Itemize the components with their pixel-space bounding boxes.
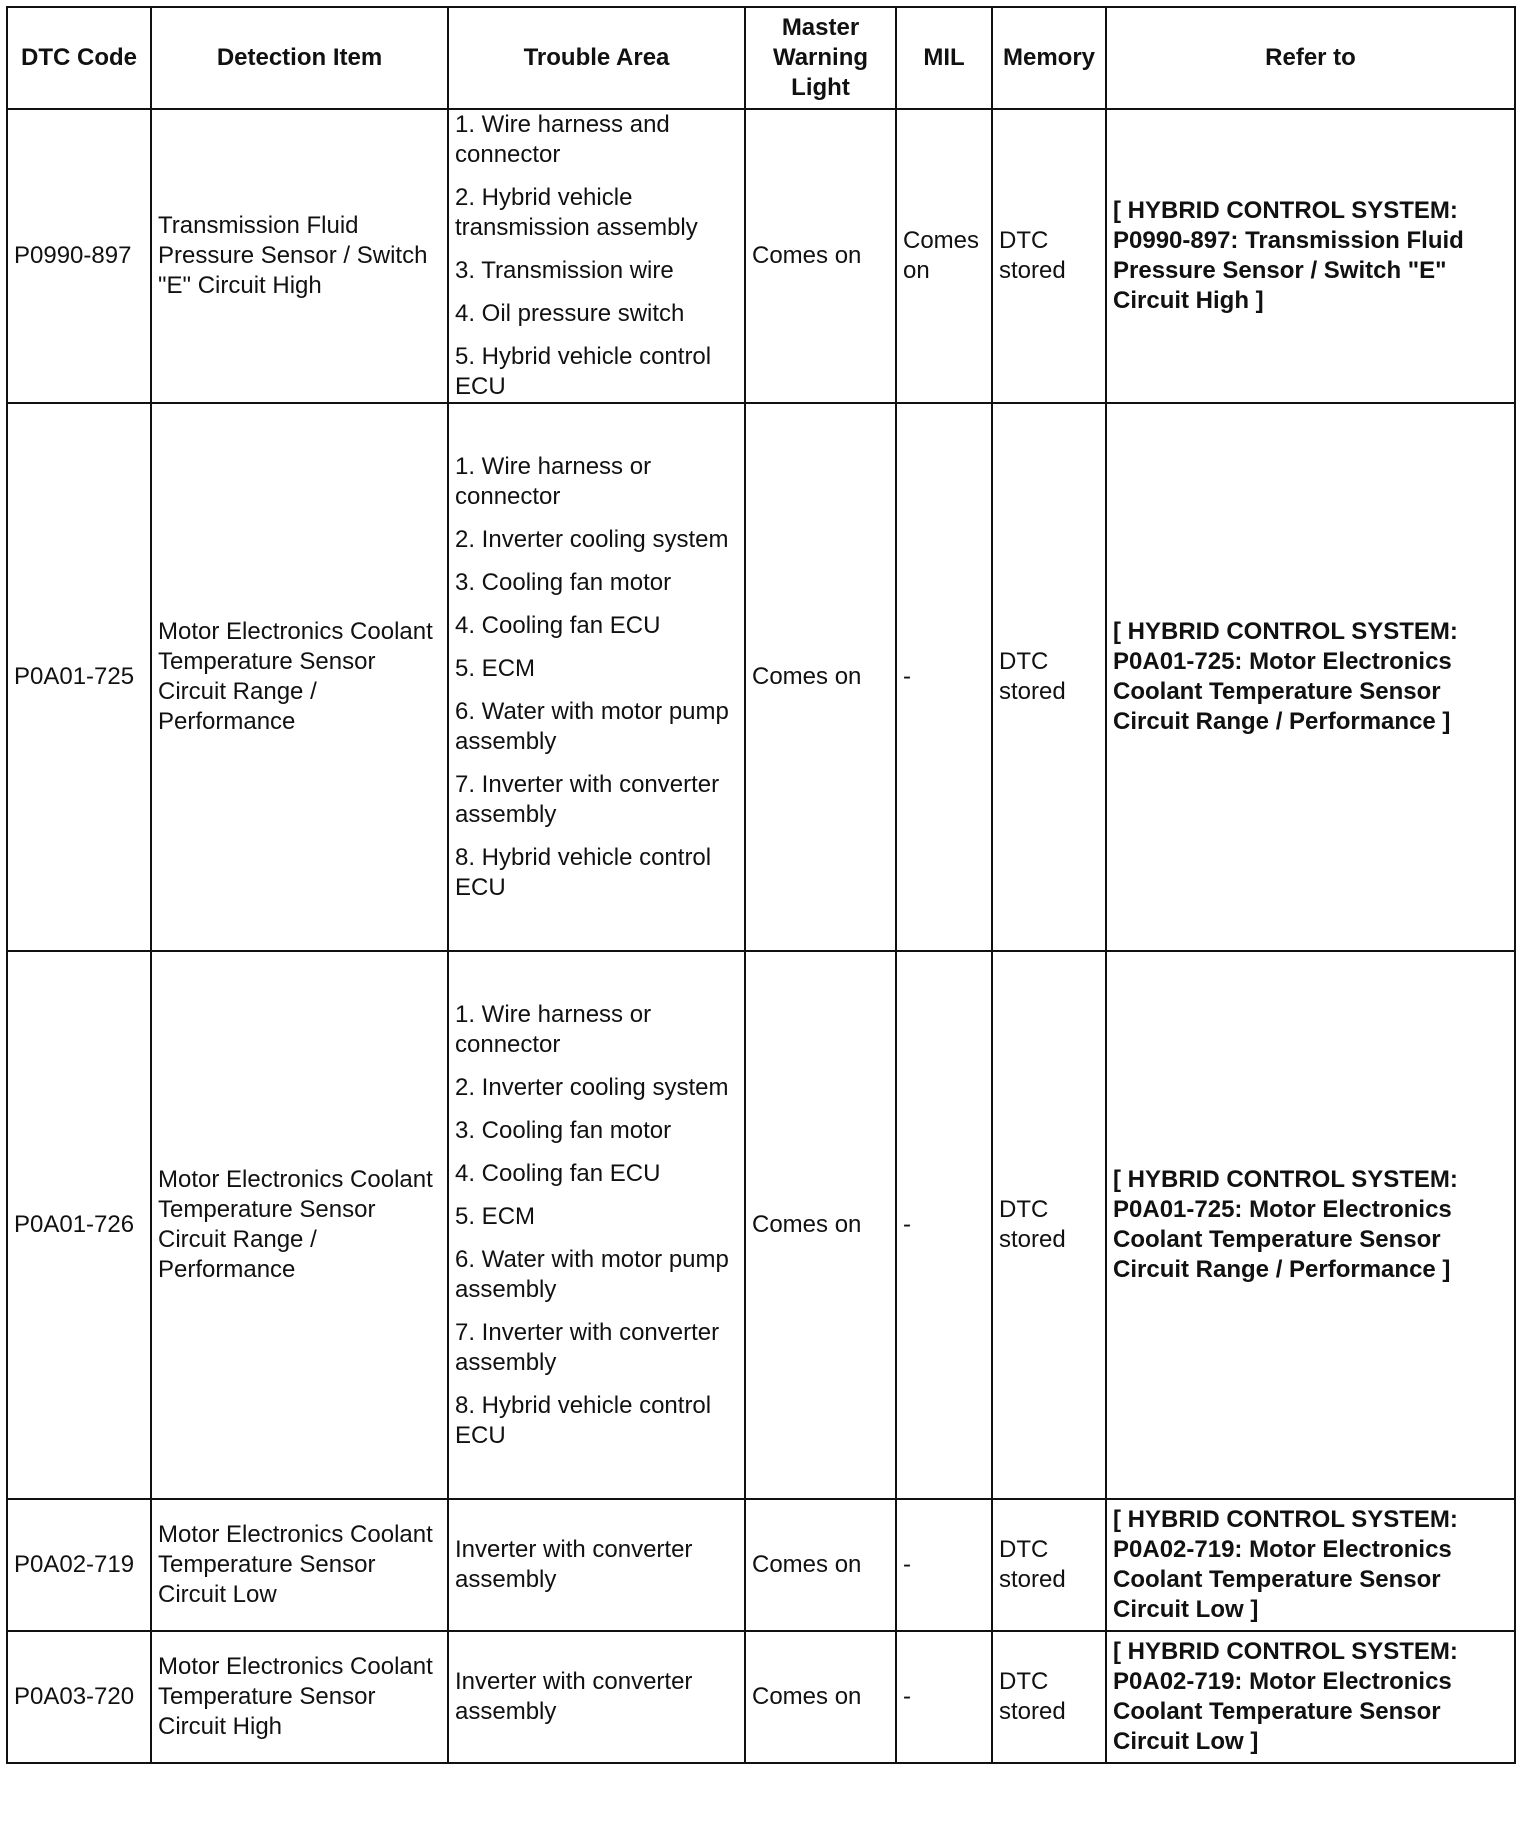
refer-to-cell: [ HYBRID CONTROL SYSTEM: P0A01-725: Motor Electronics Coolant Temperature Sensor Circuit Range / Performance ]: [1106, 403, 1515, 951]
trouble-area-item: 7. Inverter with converter assembly: [455, 770, 720, 828]
detection-item-cell: Transmission Fluid Pressure Sensor / Switch "E" Circuit High: [151, 109, 448, 403]
trouble-area-item: 3. Cooling fan motor: [455, 568, 672, 596]
detection-item-cell: Motor Electronics Coolant Temperature Sensor Circuit Range / Performance: [151, 403, 448, 951]
dtc-code-cell: P0A01-726: [7, 951, 151, 1499]
trouble-area-item: 7. Inverter with converter assembly: [455, 1318, 720, 1376]
dtc-table-container: [6, 6, 1514, 1764]
trouble-area-item: 3. Transmission wire: [455, 257, 674, 284]
trouble-area-cell: [448, 403, 745, 951]
detection-item-cell: Motor Electronics Coolant Temperature Sensor Circuit Range / Performance: [151, 951, 448, 1499]
trouble-area-item: 5. ECM: [455, 654, 536, 682]
detection-item-cell: Motor Electronics Coolant Temperature Sensor Circuit Low: [151, 1499, 448, 1631]
table-row: [7, 109, 1515, 403]
trouble-area-item: 1. Wire harness or connector: [455, 1000, 652, 1058]
trouble-area-item: 1. Wire harness or connector: [455, 452, 652, 510]
dtc-table: [6, 6, 1516, 1764]
header-row: [7, 7, 1515, 109]
mil-cell: -: [896, 403, 992, 951]
table-row: [7, 1499, 1515, 1631]
refer-to-cell: [ HYBRID CONTROL SYSTEM: P0A02-719: Motor Electronics Coolant Temperature Sensor Circuit Low ]: [1106, 1631, 1515, 1763]
trouble-area-item: 4. Cooling fan ECU: [455, 611, 661, 639]
refer-to-cell: [ HYBRID CONTROL SYSTEM: P0A01-725: Motor Electronics Coolant Temperature Sensor Circuit Range / Performance ]: [1106, 951, 1515, 1499]
master-warning-light-cell: Comes on: [745, 1631, 896, 1763]
trouble-area-item: 5. Hybrid vehicle control ECU: [455, 343, 712, 400]
memory-cell: DTC stored: [992, 403, 1106, 951]
dtc-code-cell: P0990-897: [7, 109, 151, 403]
table-row: [7, 951, 1515, 1499]
detection-item-cell: Motor Electronics Coolant Temperature Sensor Circuit High: [151, 1631, 448, 1763]
master-warning-light-cell: Comes on: [745, 1499, 896, 1631]
header-dtc-code: DTC Code: [7, 7, 151, 109]
header-master-warning-light: Master Warning Light: [745, 7, 896, 109]
mil-cell: -: [896, 951, 992, 1499]
header-memory: Memory: [992, 7, 1106, 109]
refer-to-cell: [ HYBRID CONTROL SYSTEM: P0990-897: Transmission Fluid Pressure Sensor / Switch "E" Circuit High ]: [1106, 109, 1515, 403]
memory-cell: DTC stored: [992, 951, 1106, 1499]
trouble-area-item: 5. ECM: [455, 1202, 536, 1230]
refer-to-cell: [ HYBRID CONTROL SYSTEM: P0A02-719: Motor Electronics Coolant Temperature Sensor Circuit Low ]: [1106, 1499, 1515, 1631]
trouble-area-item: 2. Inverter cooling system: [455, 1073, 729, 1101]
dtc-code-cell: P0A01-725: [7, 403, 151, 951]
trouble-area-item: 4. Cooling fan ECU: [455, 1159, 661, 1187]
header-detection-item: Detection Item: [151, 7, 448, 109]
memory-cell: DTC stored: [992, 109, 1106, 403]
trouble-area-item: 2. Inverter cooling system: [455, 525, 729, 553]
trouble-area-cell: [448, 1631, 745, 1763]
trouble-area-item: 6. Water with motor pump assembly: [455, 1245, 729, 1303]
master-warning-light-cell: Comes on: [745, 403, 896, 951]
trouble-area-item: 6. Water with motor pump assembly: [455, 697, 729, 755]
header-trouble-area: Trouble Area: [448, 7, 745, 109]
trouble-area-item: Inverter with converter assembly: [455, 1536, 693, 1593]
dtc-code-cell: P0A02-719: [7, 1499, 151, 1631]
trouble-area-item: 8. Hybrid vehicle control ECU: [455, 843, 712, 901]
master-warning-light-cell: Comes on: [745, 109, 896, 403]
trouble-area-cell: [448, 109, 745, 403]
dtc-code-cell: P0A03-720: [7, 1631, 151, 1763]
table-row: [7, 1631, 1515, 1763]
trouble-area-item: 1. Wire harness and connector: [455, 111, 670, 168]
memory-cell: DTC stored: [992, 1499, 1106, 1631]
header-refer-to: Refer to: [1106, 7, 1515, 109]
trouble-area-item: Inverter with converter assembly: [455, 1668, 693, 1725]
trouble-area-item: 8. Hybrid vehicle control ECU: [455, 1391, 712, 1449]
trouble-area-item: 4. Oil pressure switch: [455, 300, 685, 327]
memory-cell: DTC stored: [992, 1631, 1106, 1763]
mil-cell: Comes on: [896, 109, 992, 403]
trouble-area-item: 2. Hybrid vehicle transmission assembly: [455, 184, 698, 241]
table-row: [7, 403, 1515, 951]
trouble-area-cell: [448, 1499, 745, 1631]
trouble-area-cell: [448, 951, 745, 1499]
trouble-area-item: 3. Cooling fan motor: [455, 1116, 672, 1144]
mil-cell: -: [896, 1499, 992, 1631]
mil-cell: -: [896, 1631, 992, 1763]
header-mil: MIL: [896, 7, 992, 109]
master-warning-light-cell: Comes on: [745, 951, 896, 1499]
